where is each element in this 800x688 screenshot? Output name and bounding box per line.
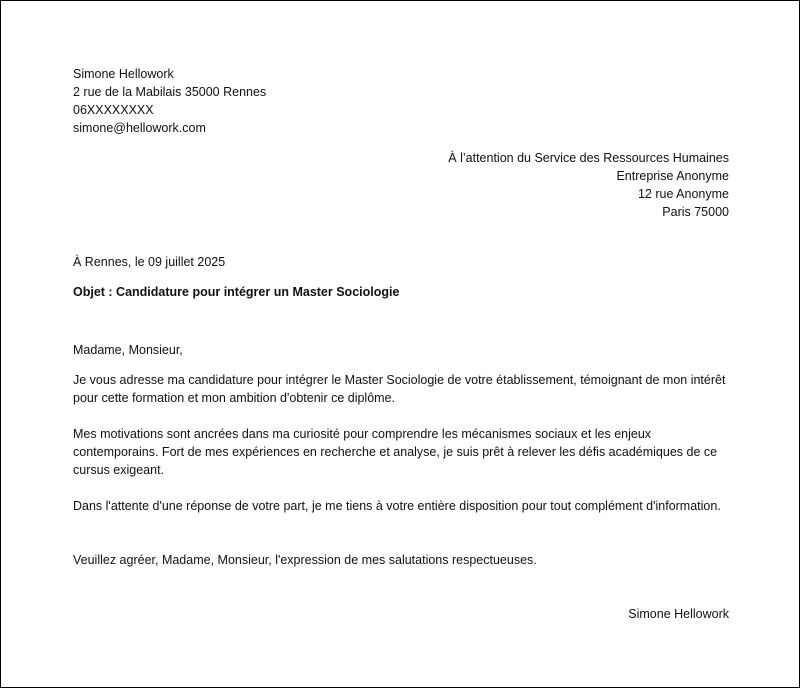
sender-block [73, 65, 729, 137]
signature-block [73, 605, 729, 623]
recipient-block [73, 149, 729, 221]
paragraph-availability: Dans l'attente d'une réponse de votre part, je me tiens à votre entière disposition pour tout complément d'information. [73, 499, 721, 513]
date-text: À Rennes, le 09 juillet 2025 [73, 255, 226, 269]
signature-name: Simone Hellowork [628, 607, 729, 621]
recipient-attention: À l’attention du Service des Ressources Humaines [448, 151, 729, 165]
paragraph-closing: Veuillez agréer, Madame, Monsieur, l'expression de mes salutations respectueuses. [73, 553, 537, 567]
salutation-text: Madame, Monsieur, [73, 343, 183, 357]
sender-address: 2 rue de la Mabilais 35000 Rennes [73, 85, 267, 99]
salutation [73, 341, 729, 359]
paragraph-intro: Je vous adresse ma candidature pour intégrer le Master Sociologie de votre établissement, témoignant de mon intérêt pour cette formation et mon ambition d'obtenir ce diplôme. [73, 373, 726, 405]
paragraph-motivation: Mes motivations sont ancrées dans ma curiosité pour comprendre les mécanismes sociaux et les enjeux contemporains. Fort de mes expériences en recherche et analyse, je suis prêt à relever les défis académiques de ce cursus exigeant. [73, 427, 718, 477]
recipient-city: Paris 75000 [662, 205, 729, 219]
sender-phone: 06XXXXXXXX [73, 103, 154, 117]
subject-line [73, 283, 729, 301]
sender-email: simone@hellowork.com [73, 121, 206, 135]
recipient-company: Entreprise Anonyme [616, 169, 729, 183]
subject-text: Objet : Candidature pour intégrer un Master Sociologie [73, 285, 400, 299]
recipient-street: 12 rue Anonyme [637, 187, 729, 201]
sender-name: Simone Hellowork [73, 67, 174, 81]
date-line [73, 253, 729, 271]
